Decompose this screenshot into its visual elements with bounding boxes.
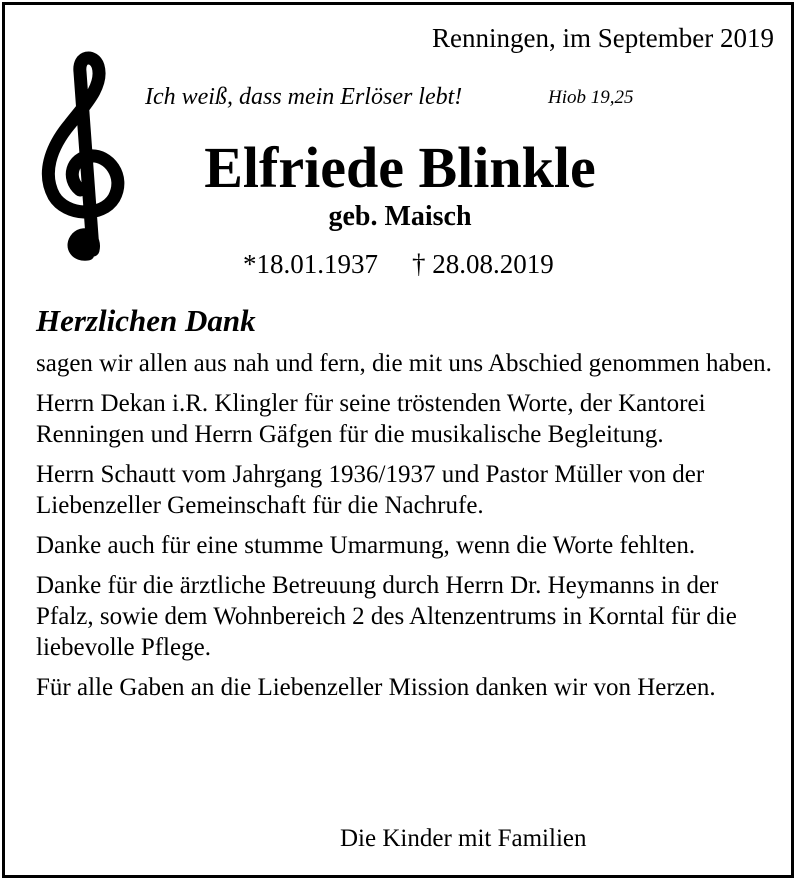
thanks-paragraph: Danke für die ärztliche Betreuung durch Herrn Dr. Heymanns in der Pfalz, sowie dem Wohnbereich 2 des Altenzentrums in Korntal für die liebevolle Pflege. (36, 572, 737, 661)
thanks-paragraph: Herrn Dekan i.R. Klingler für seine tröstenden Worte, der Kantorei Renningen und Herrn Gäfgen für die musikalische Begleitung. (36, 390, 706, 448)
deceased-name: Elfriede Blinkle (204, 135, 596, 200)
thanks-heading: Herzlichen Dank (36, 303, 256, 338)
bible-quote: Ich weiß, dass mein Erlöser lebt! (145, 84, 463, 110)
thanks-paragraph: Danke auch für eine stumme Umarmung, wenn die Worte fehlten. (36, 532, 696, 559)
birth-date: *18.01.1937 (243, 249, 378, 279)
maiden-name: geb. Maisch (328, 201, 472, 232)
treble-clef-icon (30, 50, 142, 272)
signature: Die Kinder mit Familien (340, 825, 587, 852)
bible-reference: Hiob 19,25 (548, 87, 634, 108)
place-and-date: Renningen, im September 2019 (432, 23, 774, 53)
thanks-paragraph: Herrn Schautt vom Jahrgang 1936/1937 und Pastor Müller von der Liebenzeller Gemeinschaft für die Nachrufe. (36, 461, 705, 519)
thanks-paragraph: sagen wir allen aus nah und fern, die mit uns Abschied genommen haben. (36, 350, 772, 377)
thanks-body (36, 348, 776, 712)
death-date: † 28.08.2019 (412, 249, 554, 279)
thanks-paragraph: Für alle Gaben an die Liebenzeller Mission danken wir von Herzen. (36, 674, 716, 701)
